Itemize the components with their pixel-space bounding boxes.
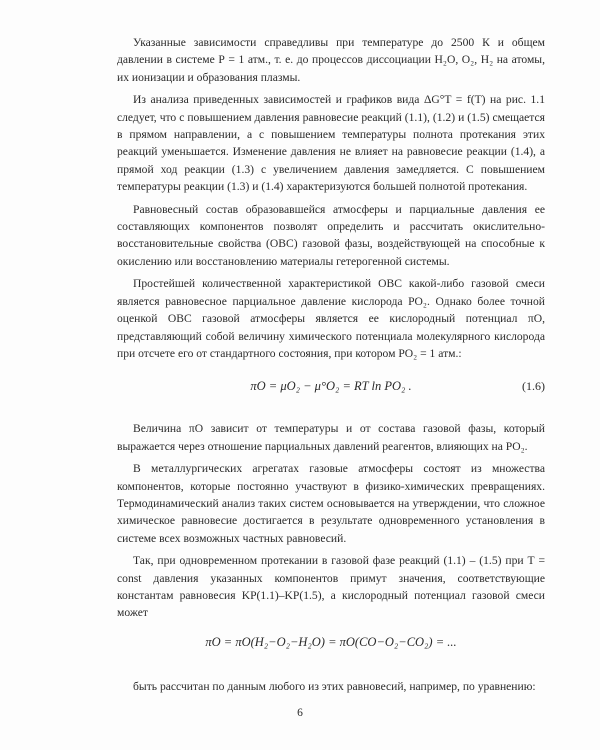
paragraph-1: Указанные зависимости справедливы при температуре до 2500 К и общем давлении в системе Р = 1 атм., т. е. до процессов диссоциации Н₂О, О₂, Н₂ на атомы, их ионизации и образования плазмы. — [117, 36, 545, 84]
formula-2-block — [117, 630, 545, 664]
paragraph-5: Величина πO зависит от температуры и от состава газовой фазы, который выражается через отношение парциальных давлений реагентов, влияющих на PO₂. — [117, 422, 545, 453]
paragraph-6: В металлургических агрегатах газовые атмосферы состоят из множества компонентов, которые постоянно участвуют в физико-химических превращениях. Термодинамический анализ таких систем основывается на утверждении, что сложное химическое равновесие достигается в результате одновременного установления в системе всех возможных частных равновесий. — [117, 462, 545, 545]
formula-1: πO = μO₂ − μ°O₂ = RT ln PO₂ . — [250, 379, 412, 394]
paragraph-3: Равновесный состав образовавшейся атмосферы и парциальные давления ее составляющих компонентов позволят определить и рассчитать окислительно-восстановительные свойства (ОВС) газовой фазы, воздействующей на способные к окислению или восстановлению материалы гетерогенной системы. — [117, 202, 545, 268]
formula-2: πO = πO(H₂−O₂−H₂O) = πO(CO−O₂−CO₂) = ... — [205, 634, 457, 649]
page-text — [117, 34, 545, 700]
formula-1-number: (1.6) — [522, 379, 545, 394]
paragraph-2: Из анализа приведенных зависимостей и графиков вида ΔG°T = f(Т) на рис. 1.1 следует, что с повышением давления равновесие реакций (1.1), (1.2) и (1.5) смещается в прямом направлении, а с повышением температуры полнота протекания этих реакций уменьшается. Изменение давления не влияет на равновесие реакции (1.4), а прямой ход реакции (1.3) с увеличением давления замедляется. С повышением температуры реакции (1.3) и (1.4) характеризуются большей полнотой протекания. — [117, 93, 545, 194]
page-number: 6 — [297, 707, 303, 719]
formula-1-block — [117, 374, 545, 404]
paragraph-8: быть рассчитан по данным любого из этих равновесий, например, по уравнению: — [133, 679, 536, 693]
paragraph-4: Простейшей количественной характеристикой ОВС какой-либо газовой смеси является равновесное парциальное давление кислорода PO₂. Однако более точной оценкой ОВС газовой атмосферы является ее кислородный потенциал πO, представляющий собой величину химического потенциала молекулярного кислорода при отсчете его от стандартного состояния, при котором PO₂ = 1 атм.: — [117, 277, 545, 360]
paragraph-7: Так, при одновременном протекании в газовой фазе реакций (1.1) – (1.5) при Т = const давления указанных компонентов примут значения, соответствующие константам равновесия KP(1.1)–KP(1.5), а кислородный потенциал газовой смеси может — [117, 554, 545, 620]
